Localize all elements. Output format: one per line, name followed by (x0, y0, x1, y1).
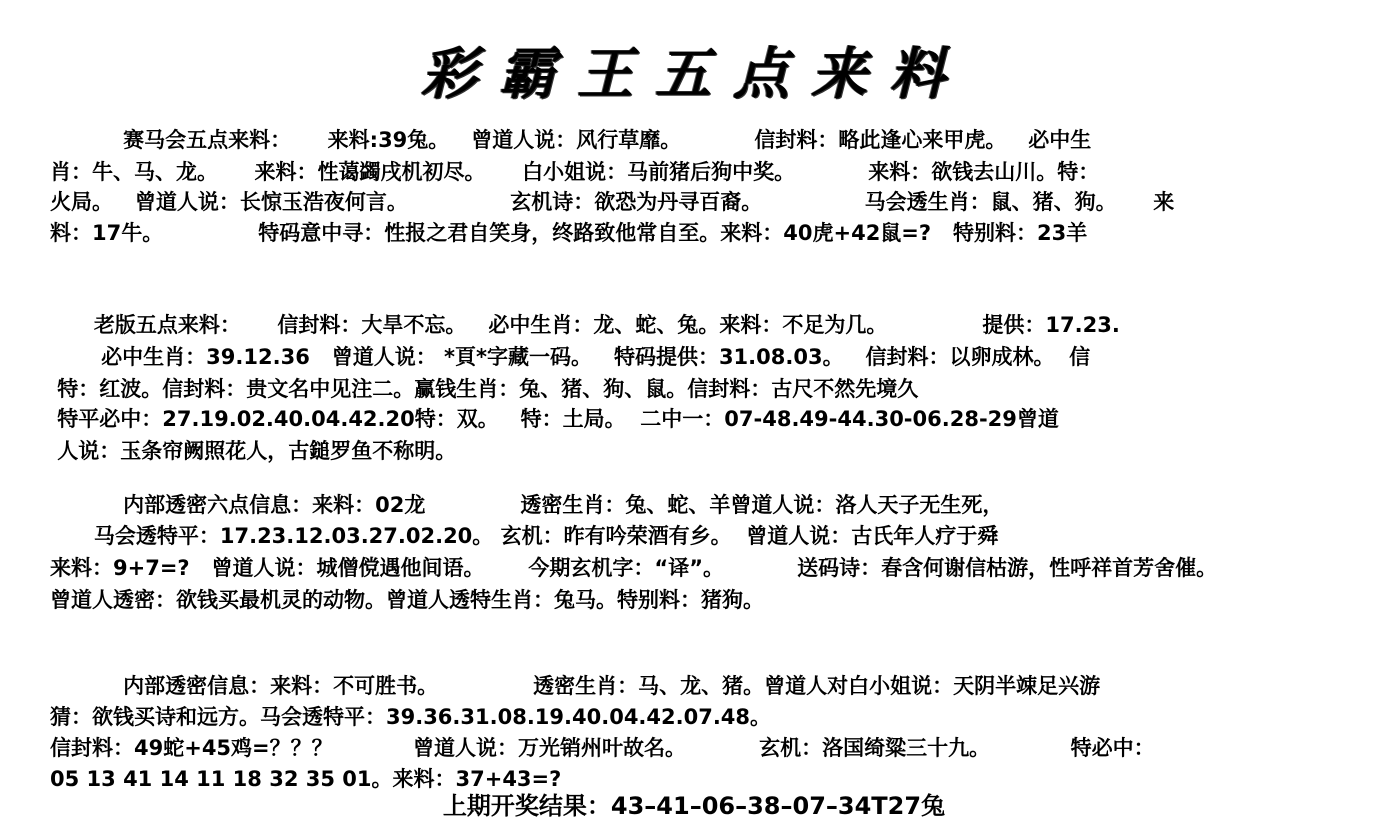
section1-line-2: 肖：牛、马、龙。 来料：性蔼蠲戌机初尽。 白小姐说：马前猪后狗中奖。 来料：欲钱去山川。特： (50, 160, 1100, 184)
last-draw-result: 上期开奖结果：43–41–06–38–07–34T27兔 (442, 792, 946, 820)
section2-line-3: 特：红波。信封料：贵文名中见注二。赢钱生肖：兔、猪、狗、鼠。信封料：古尺不然先境久 (50, 377, 919, 401)
section2-line-4: 特平必中：27.19.02.40.04.42.20特：双。 特：土局。 二中一：07-48.49-44.30-06.28-29曾道 (50, 407, 1059, 431)
section2-line-2: 必中生肖：39.12.36 曾道人说： *頁*字藏一码。 特码提供：31.08.03。 信封料：以卵成林。 信 (50, 345, 1091, 369)
section3-line-2: 马会透特平：17.23.12.03.27.02.20。 玄机：昨有吟荣酒有乡。 曾道人说：古氏年人疗于舜 (50, 524, 999, 548)
section1-line-4: 料：17牛。 特码意中寻：性报之君自笑身，终路致他常自至。来料：40虎+42鼠=? 特别料：23羊 (50, 221, 1088, 245)
section4-line-4: 05 13 41 14 11 18 32 35 01。来料：37+43=? (50, 767, 562, 791)
section3-line-3: 来料：9+7=? 曾道人说：城僧傥遇他间语。 今期玄机字：“译”。 送码诗：春含何谢信枯游，性呼祥首芳舍催。 (50, 556, 1218, 580)
section2-line-1: 老版五点来料： 信封料：大旱不忘。 必中生肖：龙、蛇、兔。来料：不足为几。 提供：17.23. (50, 313, 1120, 337)
section3-line-1: 内部透密六点信息：来料：02龙 透密生肖：兔、蛇、羊曾道人说：洛人天子无生死， (50, 493, 1004, 517)
section4-line-3: 信封料：49蛇+45鸡=？？？ 曾道人说：万光销州叶故名。 玄机：洛国绮粱三十九。 特必中： (50, 736, 1155, 760)
section1-line-3: 火局。 曾道人说：长惊玉浩夜何言。 玄机诗：欲恐为丹寻百裔。 马会透生肖：鼠、猪、狗。 来 (50, 190, 1175, 214)
section3-line-4: 曾道人透密：欲钱买最机灵的动物。曾道人透特生肖：兔马。特别料：猪狗。 (50, 588, 764, 612)
section4-line-2: 猜：欲钱买诗和远方。马会透特平：39.36.31.08.19.40.04.42.07.48。 (50, 705, 772, 729)
section4-line-1: 内部透密信息：来料：不可胜书。 透密生肖：马、龙、猪。曾道人对白小姐说：天阴半竦足兴游 (50, 674, 1101, 698)
section2-line-5: 人说：玉条帘阙照花人，古鎚罗鱼不称明。 (50, 439, 457, 463)
page-title: 彩霸王五点来料 (421, 41, 967, 107)
section1-line-1: 赛马会五点来料： 来料:39兔。 曾道人说：风行草靡。 信封料：略此逢心来甲虎。 必中生 (50, 128, 1092, 152)
